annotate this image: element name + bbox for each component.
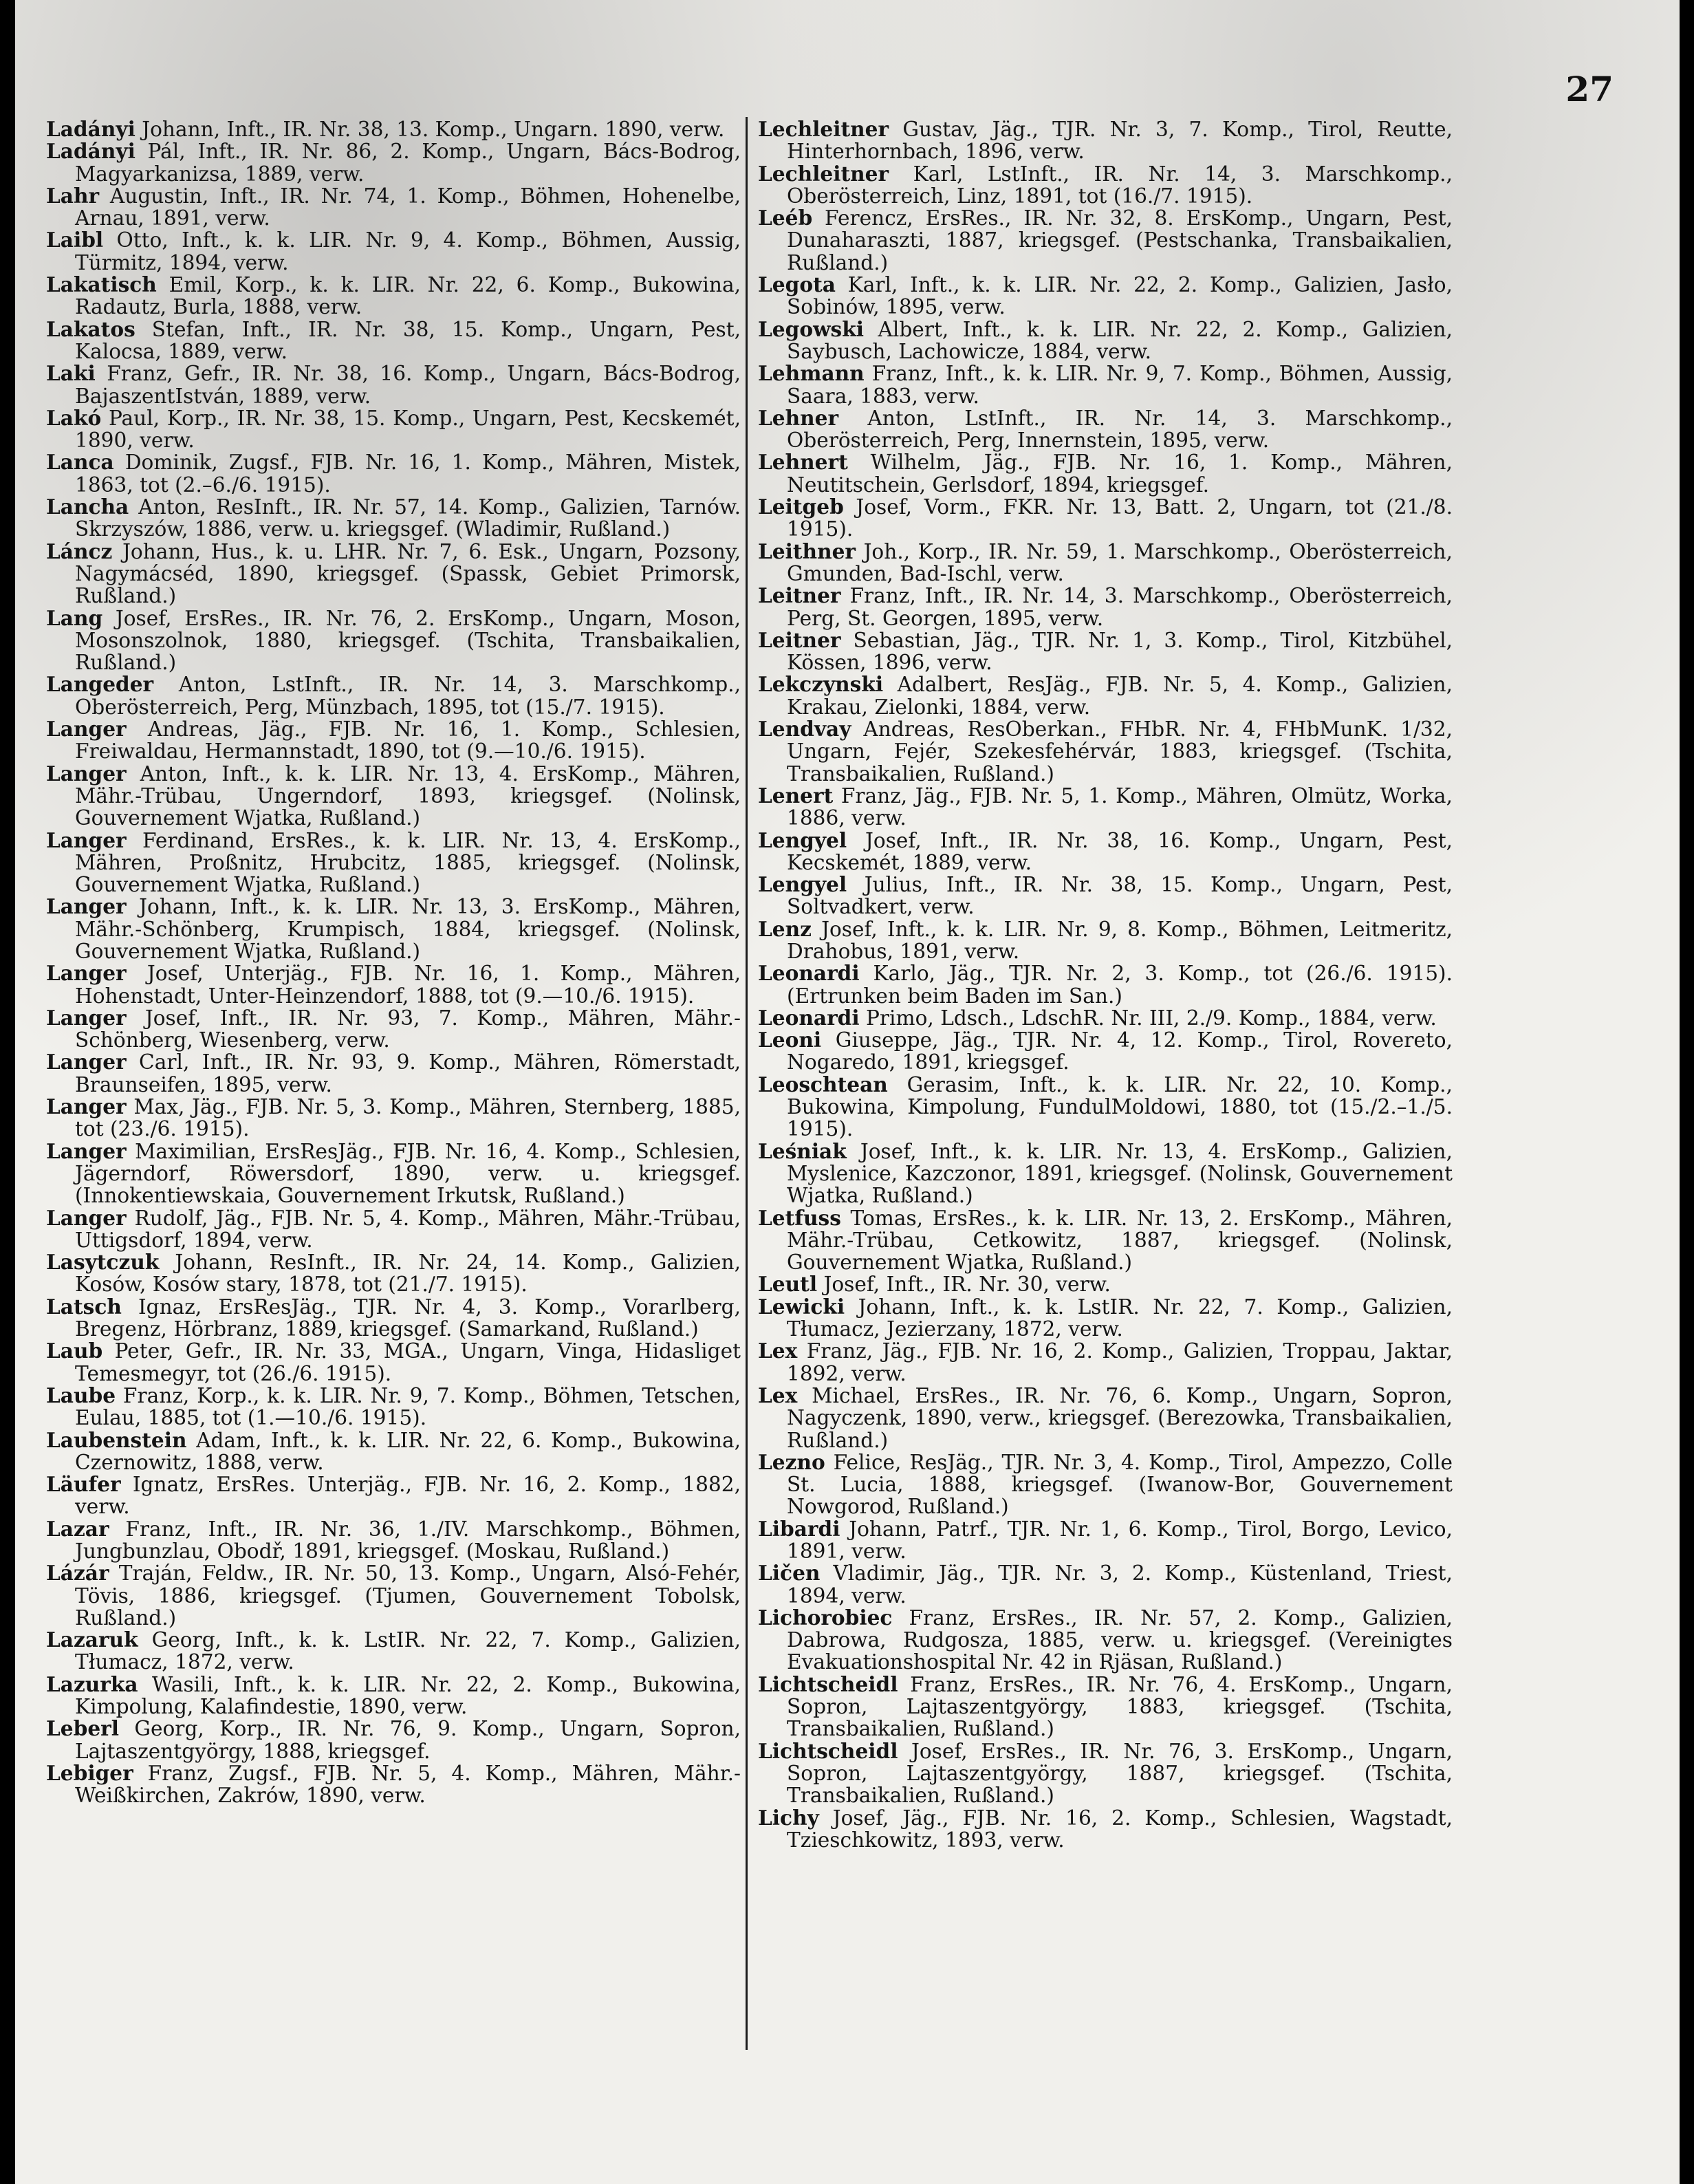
entry-surname: Langer: [46, 894, 127, 919]
list-entry: [46, 1007, 741, 1052]
entry-surname: Lichtscheidl: [758, 1672, 898, 1696]
entry-surname: Lancha: [46, 495, 129, 519]
entry-surname: Leitner: [758, 627, 841, 652]
list-entry: [758, 585, 1453, 629]
entry-surname: Lezno: [758, 1449, 825, 1474]
entry-details: Josef, Unterjäg., FJB. Nr. 16, 1. Komp., Mähren, Hohenstadt, Unter-Heinzendorf, 1888, tot (9.—10./6. 1915).: [75, 962, 741, 1008]
entry-details: Tomas, ErsRes., k. k. LIR. Nr. 13, 2. ErsKomp., Mähren, Mähr.-Trübau, Cetkowitz, 1887, kriegsgef. (Nolinsk, Gouvernement Wjatka, Rußland.): [787, 1206, 1453, 1275]
entry-details: Adam, Inft., k. k. LIR. Nr. 22, 6. Komp., Bukowina, Czernowitz, 1888, verw.: [75, 1428, 741, 1474]
list-entry: [758, 1074, 1453, 1140]
list-entry: [758, 1296, 1453, 1341]
entry-surname: Laki: [46, 361, 96, 386]
list-entry: [46, 1473, 741, 1518]
entry-surname: Lenz: [758, 916, 812, 941]
entry-details: Josef, Inft., IR. Nr. 93, 7. Komp., Mähren, Mähr.-Schönberg, Wiesenberg, verw.: [75, 1006, 741, 1052]
entry-details: Primo, Ldsch., LdschR. Nr. III, 2./9. Komp., 1884, verw.: [859, 1006, 1437, 1030]
list-entry: [758, 1385, 1453, 1451]
list-entry: [758, 1518, 1453, 1563]
entry-details: Johann, Inft., k. k. LstIR. Nr. 22, 7. Komp., Galizien, Tłumacz, Jezierzany, 1872, verw.: [787, 1295, 1453, 1341]
list-entry: [46, 1340, 741, 1385]
entry-surname: Lichtscheidl: [758, 1738, 898, 1763]
entry-surname: Legowski: [758, 316, 864, 341]
entry-details: Ferdinand, ErsRes., k. k. LIR. Nr. 13, 4. ErsKomp., Mähren, Proßnitz, Hrubcitz, 1885, kriegsgef. (Nolinsk, Gouvernement Wjatka, Rußland.): [75, 828, 741, 897]
list-entry: [758, 1607, 1453, 1674]
entry-details: Carl, Inft., IR. Nr. 93, 9. Komp., Mähren, Römerstadt, Braunseifen, 1895, verw.: [75, 1050, 741, 1096]
entry-surname: Leitner: [758, 583, 841, 608]
entry-surname: Lendvay: [758, 717, 851, 742]
entry-surname: Laub: [46, 1339, 103, 1363]
list-entry: [758, 274, 1453, 318]
entry-surname: Lehner: [758, 405, 839, 430]
entry-details: Andreas, Jäg., FJB. Nr. 16, 1. Komp., Schlesien, Freiwaldau, Hermannstadt, 1890, tot (9.—10./6. 1915).: [75, 717, 741, 764]
entry-details: Johann, ResInft., IR. Nr. 24, 14. Komp., Galizien, Kosów, Kosów stary, 1878, tot (21./7. 1915).: [75, 1251, 741, 1297]
entry-surname: Lanca: [46, 450, 114, 475]
entry-surname: Langer: [46, 1050, 127, 1074]
entry-surname: Langer: [46, 1138, 127, 1163]
entry-surname: Lazar: [46, 1516, 109, 1541]
entry-details: Pál, Inft., IR. Nr. 86, 2. Komp., Ungarn, Bács-Bodrog, Magyarkanizsa, 1889, verw.: [75, 140, 741, 186]
list-entry: [46, 1096, 741, 1140]
list-entry: [758, 118, 1453, 163]
entry-details: Johann, Inft., IR. Nr. 38, 13. Komp., Ungarn. 1890, verw.: [135, 118, 725, 141]
entry-details: Gerasim, Inft., k. k. LIR. Nr. 22, 10. Komp., Bukowina, Kimpolung, FundulMoldowi, 1880, tot (15./2.–1./5. 1915).: [787, 1072, 1453, 1141]
list-entry: [46, 607, 741, 674]
entry-details: Emil, Korp., k. k. LIR. Nr. 22, 6. Komp., Bukowina, Radautz, Burla, 1888, verw.: [75, 273, 741, 319]
entry-details: Georg, Inft., k. k. LstIR. Nr. 22, 7. Komp., Galizien, Tłumacz, 1872, verw.: [75, 1628, 741, 1674]
list-entry: [758, 718, 1453, 785]
list-entry: [46, 318, 741, 363]
entry-details: Paul, Korp., IR. Nr. 38, 15. Komp., Ungarn, Pest, Kecskemét, 1890, verw.: [75, 406, 741, 453]
entry-surname: Letfuss: [758, 1205, 841, 1230]
list-entry: [758, 318, 1453, 363]
list-entry: [46, 1296, 741, 1341]
entry-details: Traján, Feldw., IR. Nr. 50, 13. Komp., Ungarn, Alsó-Fehér, Tövis, 1886, kriegsgef. (Tjumen, Gouvernement Tobolsk, Rußland.): [75, 1561, 741, 1630]
list-entry: [46, 1207, 741, 1252]
entry-surname: Lasytczuk: [46, 1250, 160, 1275]
entry-surname: Lebiger: [46, 1760, 133, 1785]
entry-details: Vladimir, Jäg., TJR. Nr. 3, 2. Komp., Küstenland, Triest, 1894, verw.: [787, 1561, 1453, 1608]
entry-surname: Leoni: [758, 1028, 822, 1052]
entry-details: Josef, ErsRes., IR. Nr. 76, 3. ErsKomp., Ungarn, Sopron, Lajtaszentgyörgy, 1887, kriegsgef. (Tschita, Transbaikalien, Rußland.): [787, 1739, 1453, 1808]
list-entry: [46, 1629, 741, 1674]
entry-details: Josef, Vorm., FKR. Nr. 13, Batt. 2, Ungarn, tot (21./8. 1915).: [787, 495, 1453, 541]
entry-surname: Lengyel: [758, 828, 847, 852]
entry-details: Wasili, Inft., k. k. LIR. Nr. 22, 2. Komp., Bukowina, Kimpolung, Kalafindestie, 1890, verw.: [75, 1672, 741, 1719]
entry-surname: Lex: [758, 1383, 798, 1407]
entry-details: Josef, Inft., IR. Nr. 30, verw.: [817, 1273, 1111, 1297]
list-entry: [46, 1718, 741, 1762]
entry-details: Karlo, Jäg., TJR. Nr. 2, 3. Komp., tot (26./6. 1915). (Ertrunken beim Baden im San.): [787, 962, 1453, 1008]
entry-details: Felice, ResJäg., TJR. Nr. 3, 4. Komp., Tirol, Ampezzo, Colle St. Lucia, 1888, kriegsgef. (Iwanow-Bor, Gouvernement Nowgorod, Rußland.): [787, 1450, 1453, 1519]
entry-details: Andreas, ResOberkan., FHbR. Nr. 4, FHbMunK. 1/32, Ungarn, Fejér, Szekesfehérvár, 1883, kriegsgef. (Tschita, Transbaikalien, Rußland.): [787, 717, 1453, 786]
list-entry: [46, 229, 741, 274]
entry-details: Ignaz, ErsResJäg., TJR. Nr. 4, 3. Komp., Vorarlberg, Bregenz, Hörbranz, 1889, kriegsgef. (Samarkand, Rußland.): [75, 1295, 741, 1341]
entry-details: Giuseppe, Jäg., TJR. Nr. 4, 12. Komp., Tirol, Rovereto, Nogaredo, 1891, kriegsgef.: [787, 1028, 1453, 1074]
list-entry: [46, 1385, 741, 1429]
list-entry: [46, 962, 741, 1007]
entry-surname: Laibl: [46, 228, 104, 252]
list-entry: [46, 830, 741, 896]
entry-details: Josef, ErsRes., IR. Nr. 76, 2. ErsKomp., Ungarn, Moson, Mosonszolnok, 1880, kriegsgef. (Tschita, Transbaikalien, Rußland.): [75, 606, 741, 675]
entry-surname: Latsch: [46, 1294, 122, 1319]
entry-surname: Lang: [46, 605, 103, 630]
list-entry: [758, 1340, 1453, 1385]
entry-surname: Leonardi: [758, 1005, 860, 1030]
list-entry: [46, 763, 741, 830]
entry-surname: Leberl: [46, 1716, 119, 1741]
entry-surname: Langer: [46, 717, 127, 742]
entry-surname: Lengyel: [758, 872, 847, 897]
entry-details: Josef, Inft., IR. Nr. 38, 16. Komp., Ungarn, Pest, Kecskemét, 1889, verw.: [787, 828, 1453, 874]
entry-details: Franz, Gefr., IR. Nr. 38, 16. Komp., Ungarn, Bács-Bodrog, BajaszentIstván, 1889, verw.: [75, 362, 741, 408]
entry-details: Ferencz, ErsRes., IR. Nr. 32, 8. ErsKomp., Ungarn, Pest, Dunaharaszti, 1887, kriegsgef. (Pestschanka, Transbaikalien, Rußland.): [787, 206, 1453, 274]
list-entry: [758, 1674, 1453, 1740]
entry-surname: Leithner: [758, 539, 856, 563]
entry-surname: Lazurka: [46, 1672, 138, 1696]
entry-surname: Lakatos: [46, 316, 135, 341]
entry-surname: Langeder: [46, 672, 154, 697]
entry-details: Franz, Inft., IR. Nr. 14, 3. Marschkomp., Oberösterreich, Perg, St. Georgen, 1895, verw.: [787, 584, 1453, 630]
right-column: [758, 118, 1453, 1851]
entry-surname: Langer: [46, 1005, 127, 1030]
list-entry: [758, 962, 1453, 1007]
list-entry: [46, 1251, 741, 1296]
list-entry: [46, 896, 741, 962]
list-entry: [46, 118, 741, 140]
entry-surname: Lakatisch: [46, 272, 157, 297]
entry-details: Anton, LstInft., IR. Nr. 14, 3. Marschkomp., Oberösterreich, Perg, Innernstein, 1895, verw.: [787, 406, 1453, 453]
entry-details: Otto, Inft., k. k. LIR. Nr. 9, 4. Komp., Böhmen, Aussig, Türmitz, 1894, verw.: [75, 228, 741, 274]
entry-surname: Lázár: [46, 1561, 109, 1586]
entry-details: Anton, ResInft., IR. Nr. 57, 14. Komp., Galizien, Tarnów. Skrzyszów, 1886, verw. u. kriegsgef. (Wladimir, Rußland.): [75, 495, 741, 541]
entry-surname: Langer: [46, 761, 127, 786]
entry-surname: Leonardi: [758, 961, 860, 986]
entry-details: Albert, Inft., k. k. LIR. Nr. 22, 2. Komp., Galizien, Saybusch, Lachowicze, 1884, verw.: [787, 317, 1453, 363]
entry-surname: Laube: [46, 1383, 116, 1407]
entry-details: Franz, Jäg., FJB. Nr. 16, 2. Komp., Galizien, Troppau, Jaktar, 1892, verw.: [787, 1339, 1453, 1385]
list-entry: [46, 140, 741, 185]
entry-details: Dominik, Zugsf., FJB. Nr. 16, 1. Komp., Mähren, Mistek, 1863, tot (2.–6./6. 1915).: [75, 451, 741, 497]
entry-surname: Ladányi: [46, 139, 135, 164]
list-entry: [46, 1140, 741, 1207]
entry-details: Karl, LstInft., IR. Nr. 14, 3. Marschkomp., Oberösterreich, Linz, 1891, tot (16./7. 1915).: [787, 162, 1453, 208]
entry-surname: Lazaruk: [46, 1628, 138, 1652]
list-entry: [46, 407, 741, 452]
entry-surname: Lehnert: [758, 450, 848, 475]
entry-surname: Leitgeb: [758, 495, 844, 519]
entry-surname: Lichorobiec: [758, 1605, 893, 1630]
list-entry: [46, 185, 741, 230]
entry-surname: Langer: [46, 961, 127, 986]
entry-surname: Leutl: [758, 1272, 818, 1297]
entry-surname: Leoschtean: [758, 1072, 888, 1096]
list-entry: [758, 830, 1453, 874]
list-entry: [758, 407, 1453, 452]
list-entry: [758, 496, 1453, 541]
list-entry: [46, 451, 741, 496]
list-entry: [758, 1273, 1453, 1295]
list-entry: [758, 1029, 1453, 1074]
list-entry: [758, 451, 1453, 496]
entry-surname: Lewicki: [758, 1294, 845, 1319]
list-entry: [758, 673, 1453, 718]
entry-surname: Ladányi: [46, 117, 135, 141]
list-entry: [46, 673, 741, 718]
entry-surname: Lechleitner: [758, 117, 889, 141]
entry-surname: Lahr: [46, 183, 100, 208]
entry-details: Franz, Jäg., FJB. Nr. 5, 1. Komp., Mähren, Olmütz, Worka, 1886, verw.: [787, 783, 1453, 830]
entry-details: Anton, Inft., k. k. LIR. Nr. 13, 4. ErsKomp., Mähren, Mähr.-Trübau, Ungerndorf, 1893, kriegsgef. (Nolinsk, Gouvernement Wjatka, Rußland.): [75, 761, 741, 830]
entry-details: Rudolf, Jäg., FJB. Nr. 5, 4. Komp., Mähren, Mähr.-Trübau, Uttigsdorf, 1894, verw.: [75, 1206, 741, 1252]
entry-details: Franz, Korp., k. k. LIR. Nr. 9, 7. Komp., Böhmen, Tetschen, Eulau, 1885, tot (1.—10./6. 1915).: [75, 1383, 741, 1430]
list-entry: [758, 541, 1453, 585]
list-entry: [46, 541, 741, 607]
list-entry: [46, 1674, 741, 1718]
entry-surname: Ličen: [758, 1561, 821, 1586]
list-entry: [46, 1429, 741, 1474]
entry-surname: Lenert: [758, 783, 834, 808]
list-entry: [758, 163, 1453, 208]
entry-details: Wilhelm, Jäg., FJB. Nr. 16, 1. Komp., Mähren, Neutitschein, Gerlsdorf, 1894, kriegsgef.: [787, 451, 1453, 497]
entry-details: Sebastian, Jäg., TJR. Nr. 1, 3. Komp., Tirol, Kitzbühel, Kössen, 1896, verw.: [787, 628, 1453, 675]
entry-details: Franz, ErsRes., IR. Nr. 57, 2. Komp., Galizien, Dabrowa, Rudgosza, 1885, verw. u. kriegsgef. (Vereinigtes Evakuationshospital Nr. 42 in Rjäsan, Rußland.): [787, 1605, 1453, 1674]
list-entry: [758, 363, 1453, 407]
entry-surname: Lichy: [758, 1805, 819, 1830]
entry-details: Franz, Zugsf., FJB. Nr. 5, 4. Komp., Mähren, Mähr.-Weißkirchen, Zakrów, 1890, verw.: [75, 1761, 741, 1808]
entry-details: Maximilian, ErsResJäg., FJB. Nr. 16, 4. Komp., Schlesien, Jägerndorf, Röwersdorf, 1890, verw. u. kriegsgef. (Innokentiewskaia, Gouvernement Irkutsk, Rußland.): [75, 1139, 741, 1208]
entry-details: Ignatz, ErsRes. Unterjäg., FJB. Nr. 16, 2. Komp., 1882, verw.: [75, 1473, 741, 1519]
entry-details: Gustav, Jäg., TJR. Nr. 3, 7. Komp., Tirol, Reutte, Hinterhornbach, 1896, verw.: [787, 118, 1453, 164]
entry-surname: Langer: [46, 1094, 127, 1119]
entry-details: Anton, LstInft., IR. Nr. 14, 3. Marschkomp., Oberösterreich, Perg, Münzbach, 1895, tot (15./7. 1915).: [75, 673, 741, 719]
entry-details: Franz, Inft., IR. Nr. 36, 1./IV. Marschkomp., Böhmen, Jungbunzlau, Obodř, 1891, kriegsgef. (Moskau, Rußland.): [75, 1517, 741, 1563]
entry-details: Joh., Korp., IR. Nr. 59, 1. Marschkomp., Oberösterreich, Gmunden, Bad-Ischl, verw.: [787, 539, 1453, 585]
list-entry: [758, 918, 1453, 963]
entry-surname: Legota: [758, 272, 836, 297]
list-entry: [758, 1207, 1453, 1274]
entry-surname: Lex: [758, 1339, 798, 1363]
entry-details: Max, Jäg., FJB. Nr. 5, 3. Komp., Mähren, Sternberg, 1885, tot (23./6. 1915).: [75, 1095, 741, 1141]
entry-surname: Läufer: [46, 1472, 121, 1497]
list-entry: [46, 1562, 741, 1629]
entry-details: Julius, Inft., IR. Nr. 38, 15. Komp., Ungarn, Pest, Soltvadkert, verw.: [787, 873, 1453, 919]
list-entry: [758, 629, 1453, 674]
entry-details: Karl, Inft., k. k. LIR. Nr. 22, 2. Komp., Galizien, Jasło, Sobinów, 1895, verw.: [787, 273, 1453, 319]
list-entry: [758, 1807, 1453, 1852]
entry-details: Michael, ErsRes., IR. Nr. 76, 6. Komp., Ungarn, Sopron, Nagyczenk, 1890, verw., kriegsgef. (Berezowka, Transbaikalien, Rußland.): [787, 1383, 1453, 1452]
entry-details: Johann, Inft., k. k. LIR. Nr. 13, 3. ErsKomp., Mähren, Mähr.-Schönberg, Krumpisch, 1884, kriegsgef. (Nolinsk, Gouvernement Wjatka, Rußland.): [75, 895, 741, 963]
page-number: 27: [1565, 69, 1614, 109]
entry-surname: Láncz: [46, 539, 113, 563]
entry-details: Peter, Gefr., IR. Nr. 33, MGA., Ungarn, Vinga, Hidasliget Temesmegyr, tot (26./6. 1915).: [75, 1339, 741, 1385]
entry-details: Adalbert, ResJäg., FJB. Nr. 5, 4. Komp., Galizien, Krakau, Zielonki, 1884, verw.: [787, 673, 1453, 719]
entry-details: Johann, Patrf., TJR. Nr. 1, 6. Komp., Tirol, Borgo, Levico, 1891, verw.: [787, 1517, 1453, 1563]
entry-details: Franz, Inft., k. k. LIR. Nr. 9, 7. Komp., Böhmen, Aussig, Saara, 1883, verw.: [787, 362, 1453, 408]
entry-surname: Leéb: [758, 206, 813, 230]
entry-details: Josef, Inft., k. k. LIR. Nr. 13, 4. ErsKomp., Galizien, Myslenice, Kazczonor, 1891, kriegsgef. (Nolinsk, Gouvernement Wjatka, Rußland.): [787, 1139, 1453, 1208]
entry-surname: Libardi: [758, 1516, 840, 1541]
list-entry: [46, 274, 741, 318]
list-entry: [46, 1051, 741, 1096]
entry-details: Josef, Jäg., FJB. Nr. 16, 2. Komp., Schlesien, Wagstadt, Tzieschkowitz, 1893, verw.: [787, 1806, 1453, 1852]
list-entry: [758, 874, 1453, 918]
list-entry: [758, 1451, 1453, 1518]
column-divider: [746, 117, 748, 2050]
entry-details: Franz, ErsRes., IR. Nr. 76, 4. ErsKomp., Ungarn, Sopron, Lajtaszentgyörgy, 1883, kriegsgef. (Tschita, Transbaikalien, Rußland.): [787, 1672, 1453, 1741]
list-entry: [46, 718, 741, 763]
entry-details: Stefan, Inft., IR. Nr. 38, 15. Komp., Ungarn, Pest, Kalocsa, 1889, verw.: [75, 317, 741, 363]
entry-details: Augustin, Inft., IR. Nr. 74, 1. Komp., Böhmen, Hohenelbe, Arnau, 1891, verw.: [75, 184, 741, 230]
list-entry: [758, 1140, 1453, 1207]
entry-surname: Langer: [46, 1205, 127, 1230]
list-entry: [758, 1740, 1453, 1807]
list-entry: [46, 1518, 741, 1563]
entry-details: Johann, Hus., k. u. LHR. Nr. 7, 6. Esk., Ungarn, Pozsony, Nagymácséd, 1890, kriegsgef. (Spassk, Gebiet Primorsk, Rußland.): [75, 539, 741, 608]
list-entry: [46, 363, 741, 407]
entry-surname: Lechleitner: [758, 161, 889, 186]
entry-surname: Lehmann: [758, 361, 865, 386]
entry-details: Josef, Inft., k. k. LIR. Nr. 9, 8. Komp., Böhmen, Leitmeritz, Drahobus, 1891, verw.: [787, 917, 1453, 963]
list-entry: [758, 1562, 1453, 1607]
left-column: [46, 118, 741, 1807]
entry-details: Georg, Korp., IR. Nr. 76, 9. Komp., Ungarn, Sopron, Lajtaszentgyörgy, 1888, kriegsgef.: [75, 1717, 741, 1763]
entry-surname: Lekczynski: [758, 672, 884, 697]
entry-surname: Leśniak: [758, 1138, 847, 1163]
entry-surname: Laubenstein: [46, 1427, 187, 1452]
list-entry: [758, 785, 1453, 830]
entry-surname: Lakó: [46, 405, 102, 430]
document-page: [15, 0, 1680, 2184]
list-entry: [758, 207, 1453, 274]
list-entry: [758, 1007, 1453, 1029]
list-entry: [46, 1762, 741, 1807]
list-entry: [46, 496, 741, 541]
entry-surname: Langer: [46, 828, 127, 852]
